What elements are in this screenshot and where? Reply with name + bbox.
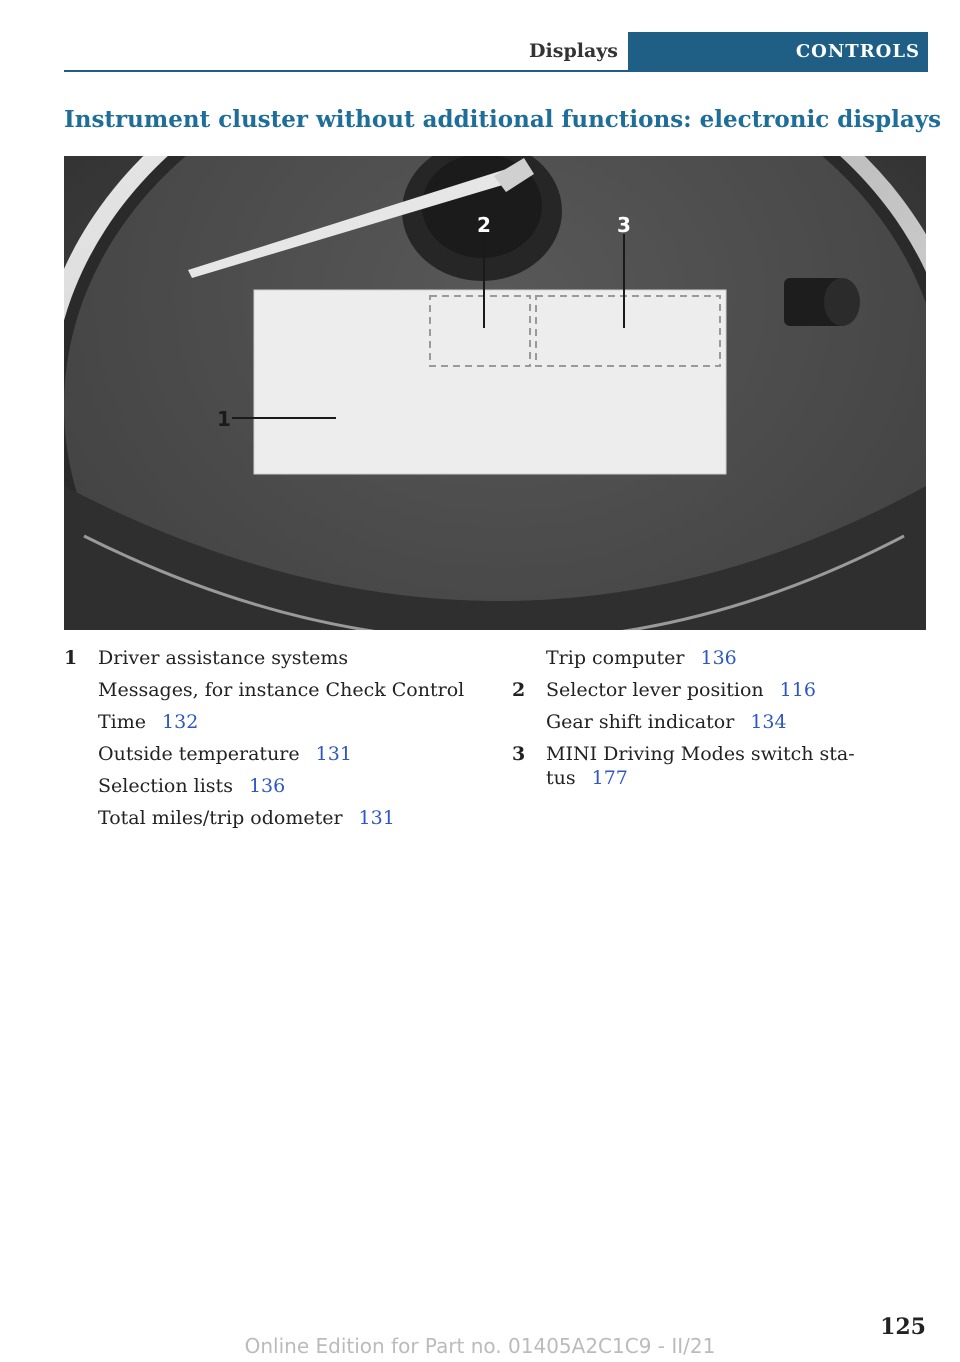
trip-reset-knob-cap [824, 278, 860, 326]
callout-label-2: 2 [477, 213, 491, 237]
legend-line-text: Trip computer [546, 647, 685, 669]
legend-body-1 [98, 642, 484, 834]
legend-line [546, 674, 872, 706]
legend-line-text: Gear shift indicator [546, 711, 735, 733]
legend-line-text: Selection lists [98, 775, 233, 797]
legend-number-2: 2 [512, 679, 526, 701]
legend-right-column [512, 642, 872, 790]
legend-line [546, 766, 872, 790]
legend-number-1: 1 [64, 647, 78, 669]
instrument-cluster-figure [64, 156, 926, 630]
legend-line-text: Time [98, 711, 147, 733]
legend-number-3: 3 [512, 743, 526, 765]
page-reference-link[interactable]: 131 [358, 807, 395, 829]
legend-body-1-continued [546, 642, 872, 674]
edition-footer: Online Edition for Part no. 01405A2C1C9 - II/21 [244, 1334, 716, 1358]
legend-number-spacer [512, 642, 546, 674]
page-reference-link[interactable]: 131 [315, 743, 352, 765]
legend-line [98, 706, 484, 738]
legend-line-text: tus [546, 767, 576, 789]
legend-line [546, 642, 872, 674]
legend-line-text: Outside temperature [98, 743, 300, 765]
page-reference-link[interactable]: 132 [162, 711, 199, 733]
callout-label-3: 3 [617, 213, 631, 237]
legend-item-1-continued [512, 642, 872, 674]
page-reference-link[interactable]: 177 [591, 767, 628, 789]
header-rule [64, 70, 928, 72]
instrument-cluster-illustration [64, 156, 926, 630]
legend-line-text: Driver assistance systems [98, 647, 349, 669]
page-reference-link[interactable]: 116 [779, 679, 816, 701]
legend-line [98, 674, 484, 706]
legend-line-text: MINI Driving Modes switch sta- [546, 743, 855, 765]
legend-item-3 [512, 738, 872, 790]
electronic-display-panel [254, 290, 726, 474]
page-title: Instrument cluster without additional functions: electronic displays [64, 106, 942, 133]
legend-line-text: Messages, for instance Check Control [98, 679, 465, 701]
legend-item-2 [512, 674, 872, 738]
legend-left-column [64, 642, 484, 834]
legend-body-2 [546, 674, 872, 738]
header-section-label: Displays [529, 40, 618, 62]
page-reference-link[interactable]: 134 [750, 711, 787, 733]
header-chapter-label: CONTROLS [628, 32, 928, 70]
page-number: 125 [880, 1314, 926, 1340]
callout-label-1: 1 [217, 407, 231, 431]
legend-body-3 [546, 738, 872, 790]
page-reference-link[interactable]: 136 [700, 647, 737, 669]
legend-line [546, 742, 872, 766]
page-reference-link[interactable]: 136 [248, 775, 286, 797]
legend-line [98, 770, 484, 802]
legend-item-1 [64, 642, 484, 834]
legend-line [98, 642, 484, 674]
legend-line [546, 706, 872, 738]
legend-line-text: Total miles/trip odometer [98, 807, 343, 829]
legend-line [98, 802, 484, 834]
legend-line-text: Selector lever position [546, 679, 764, 701]
legend-line [98, 738, 484, 770]
